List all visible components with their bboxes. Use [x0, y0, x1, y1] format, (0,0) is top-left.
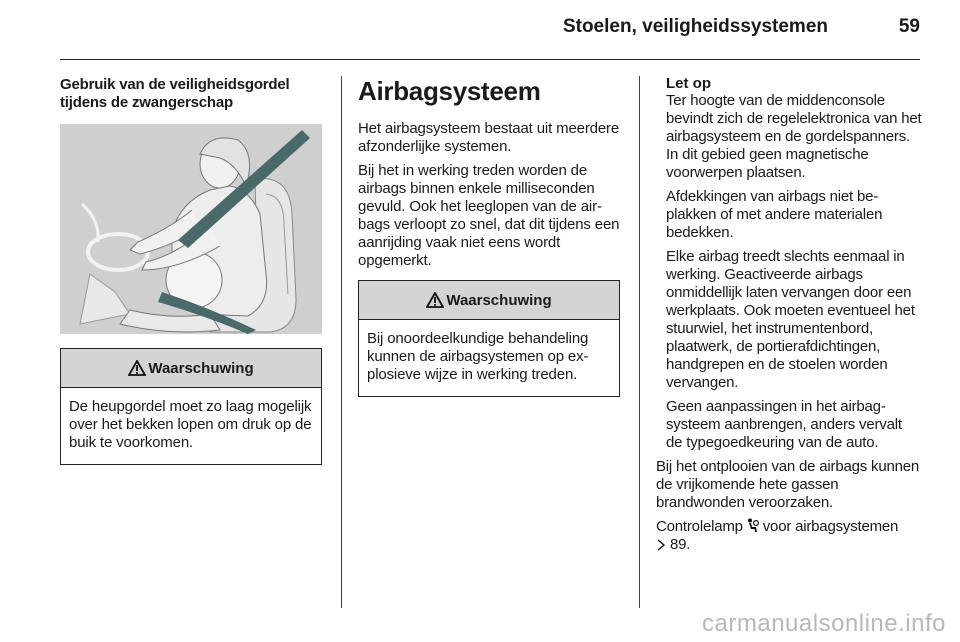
airbag-lamp-icon — [747, 518, 759, 533]
column-pregnancy — [60, 76, 322, 465]
warning-header — [61, 349, 321, 388]
note-title: Let op — [666, 75, 711, 92]
airbag-warning-box — [358, 280, 620, 397]
airbag-intro-paragraph: Het airbagsysteem bestaat uit meerdere afzonderlijke systemen. — [358, 120, 620, 155]
page-reference-arrow-icon — [656, 539, 666, 551]
airbag-system-heading: Airbagsysteem — [358, 76, 541, 106]
control-lamp-label: Controlelamp — [656, 518, 743, 535]
note-paragraph: Afdekkingen van airbags niet beplakken of met andere materialen bedekken. — [666, 188, 883, 241]
watermark: carmanualsonline.info — [702, 610, 946, 637]
warning-triangle-icon — [128, 360, 146, 376]
pregnant-driver-illustration — [60, 124, 322, 334]
column-divider-right — [639, 76, 640, 608]
note-paragraph: Ter hoogte van de middenconsole bevindt zich de regelelektronica van het airbagsysteem en de gordelspanners. In dit gebied geen magnetische voorwerpen plaatsen. — [666, 92, 922, 181]
hot-gas-paragraph: Bij het ontplooien van de airbags kunnen de vrijkomende hete gassen brandwonden veroorzaken. — [656, 458, 920, 511]
warning-text: De heupgordel moet zo laag mogelijk over het bekken lopen om druk op de buik te voorkomen. — [69, 398, 312, 451]
column-divider-left — [341, 76, 342, 608]
page-reference-link[interactable]: 89. — [669, 536, 691, 553]
pregnancy-heading: Gebruik van de veiligheidsgordel tijdens de zwangerschap — [60, 76, 290, 111]
page-section-title: Stoelen, veiligheidssystemen — [562, 16, 828, 37]
column-notes — [656, 76, 922, 560]
airbag-deployment-paragraph: Bij het in werking treden worden de airbags binnen enkele milliseconden gevuld. Ook het leeglopen van de airbags verloopt zo snel, dat dit tijdens een aanrijding vaak niet eens wordt opgemerkt. — [358, 162, 620, 269]
note-block — [656, 76, 922, 452]
control-lamp-suffix: voor airbagsystemen — [762, 518, 899, 535]
warning-text: Bij onoordeelkundige behandeling kunnen de airbagsystemen op explosieve wijze in werking treden. — [367, 330, 589, 383]
column-airbag-system — [358, 76, 620, 397]
warning-title: Waarschuwing — [148, 359, 254, 377]
page-number: 59 — [898, 16, 920, 37]
warning-title: Waarschuwing — [446, 291, 552, 309]
note-paragraph: Elke airbag treedt slechts eenmaal in werking. Geactiveerde airbags onmiddellijk laten vervangen door een werkplaats. Ook moeten eventueel het stuurwiel, het instrumentenbord, plaatwerk, de portierafdichtingen, handgrepen en de stoelen worden vervangen. — [666, 248, 915, 391]
header-divider — [60, 59, 920, 60]
warning-header — [359, 281, 619, 320]
control-lamp-paragraph — [656, 518, 922, 554]
pregnancy-warning-box — [60, 348, 322, 465]
note-paragraph: Geen aanpassingen in het airbagsysteem aanbrengen, anders vervalt de typegoedkeuring van de auto. — [666, 398, 902, 451]
warning-triangle-icon — [426, 292, 444, 308]
